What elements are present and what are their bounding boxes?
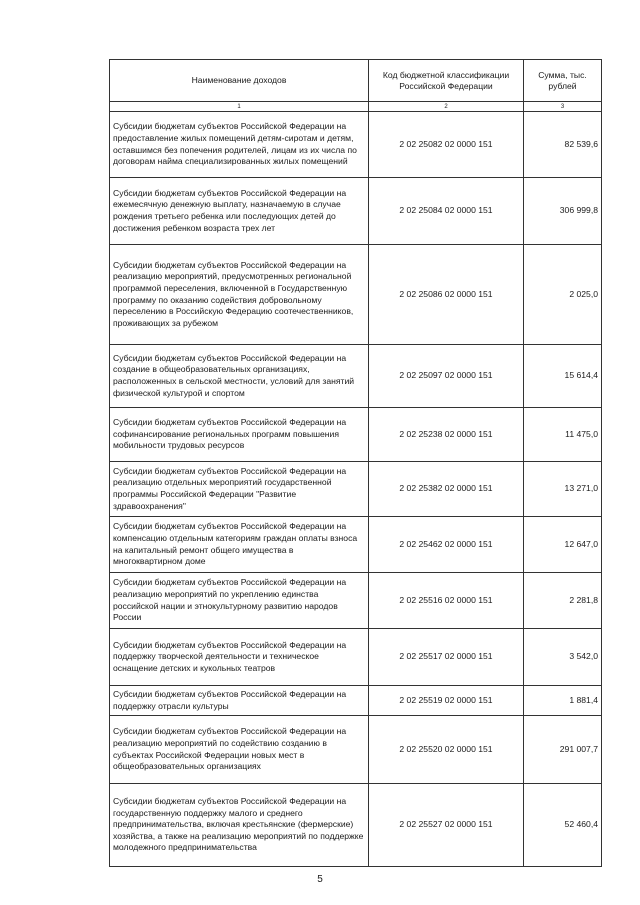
row-code: 2 02 25516 02 0000 151: [369, 573, 524, 629]
table-row: [110, 245, 602, 345]
row-name: Субсидии бюджетам субъектов Российской Федерации на ежемесячную денежную выплату, назначаемую в случае рождения третьего ребенка или последующих детей до достижения ребенком возраста трех лет: [110, 178, 369, 245]
column-number-row: [110, 102, 602, 112]
revenue-table: [109, 59, 602, 867]
row-sum: 2 281,8: [524, 573, 602, 629]
row-code: 2 02 25238 02 0000 151: [369, 408, 524, 462]
table-row: [110, 408, 602, 462]
row-name: Субсидии бюджетам субъектов Российской Федерации на реализацию мероприятий по укреплению единства российской нации и этнокультурному развитию народов России: [110, 573, 369, 629]
row-code: 2 02 25527 02 0000 151: [369, 784, 524, 867]
row-code: 2 02 25382 02 0000 151: [369, 462, 524, 517]
table-row: [110, 517, 602, 573]
row-name: Субсидии бюджетам субъектов Российской Федерации на государственную поддержку малого и среднего предпринимательства, включая крестьянские (фермерские) хозяйства, а также на реализацию мероприятий по поддержке молодежного предпринимательства: [110, 784, 369, 867]
table-row: [110, 573, 602, 629]
row-code: 2 02 25082 02 0000 151: [369, 112, 524, 178]
row-name: Субсидии бюджетам субъектов Российской Федерации на поддержку творческой деятельности и техническое оснащение детских и кукольных театров: [110, 629, 369, 686]
column-number-2: 2: [369, 102, 524, 112]
row-code: 2 02 25097 02 0000 151: [369, 345, 524, 408]
row-sum: 1 881,4: [524, 686, 602, 716]
header-sum: Сумма, тыс. рублей: [524, 60, 602, 102]
row-code: 2 02 25517 02 0000 151: [369, 629, 524, 686]
row-code: 2 02 25462 02 0000 151: [369, 517, 524, 573]
table-row: [110, 112, 602, 178]
row-sum: 12 647,0: [524, 517, 602, 573]
row-sum: 3 542,0: [524, 629, 602, 686]
row-name: Субсидии бюджетам субъектов Российской Федерации на поддержку отрасли культуры: [110, 686, 369, 716]
column-number-3: 3: [524, 102, 602, 112]
column-number-1: 1: [110, 102, 369, 112]
table-row: [110, 686, 602, 716]
row-sum: 306 999,8: [524, 178, 602, 245]
row-sum: 11 475,0: [524, 408, 602, 462]
row-name: Субсидии бюджетам субъектов Российской Федерации на предоставление жилых помещений детям-сиротам и детям, оставшимся без попечения родителей, лицам из их числа по договорам найма специализированных жилых помещений: [110, 112, 369, 178]
row-name: Субсидии бюджетам субъектов Российской Федерации на реализацию мероприятий, предусмотренных региональной программой переселения, включенной в Государственную программу по оказанию содействия добровольному переселению в Российскую Федерацию соотечественников, проживающих за рубежом: [110, 245, 369, 345]
header-code: Код бюджетной классификации Российской Федерации: [369, 60, 524, 102]
row-name: Субсидии бюджетам субъектов Российской Федерации на создание в общеобразовательных организациях, расположенных в сельской местности, условий для занятий физической культурой и спортом: [110, 345, 369, 408]
table-row: [110, 462, 602, 517]
row-sum: 13 271,0: [524, 462, 602, 517]
row-sum: 82 539,6: [524, 112, 602, 178]
row-name: Субсидии бюджетам субъектов Российской Федерации на реализацию мероприятий по содействию созданию в субъектах Российской Федерации новых мест в общеобразовательных организациях: [110, 716, 369, 784]
row-sum: 291 007,7: [524, 716, 602, 784]
table-row: [110, 345, 602, 408]
row-sum: 2 025,0: [524, 245, 602, 345]
row-code: 2 02 25086 02 0000 151: [369, 245, 524, 345]
table-header-row: [110, 60, 602, 102]
row-sum: 52 460,4: [524, 784, 602, 867]
row-name: Субсидии бюджетам субъектов Российской Федерации на реализацию отдельных мероприятий государственной программы Российской Федерации "Развитие здравоохранения": [110, 462, 369, 517]
row-sum: 15 614,4: [524, 345, 602, 408]
row-code: 2 02 25520 02 0000 151: [369, 716, 524, 784]
row-code: 2 02 25084 02 0000 151: [369, 178, 524, 245]
table-row: [110, 178, 602, 245]
row-name: Субсидии бюджетам субъектов Российской Федерации на софинансирование региональных программ повышения мобильности трудовых ресурсов: [110, 408, 369, 462]
row-code: 2 02 25519 02 0000 151: [369, 686, 524, 716]
header-name: Наименование доходов: [110, 60, 369, 102]
page-number: 5: [317, 874, 323, 885]
table-row: [110, 716, 602, 784]
table-row: [110, 629, 602, 686]
row-name: Субсидии бюджетам субъектов Российской Федерации на компенсацию отдельным категориям граждан оплаты взноса на капитальный ремонт общего имущества в многоквартирном доме: [110, 517, 369, 573]
table-row: [110, 784, 602, 867]
